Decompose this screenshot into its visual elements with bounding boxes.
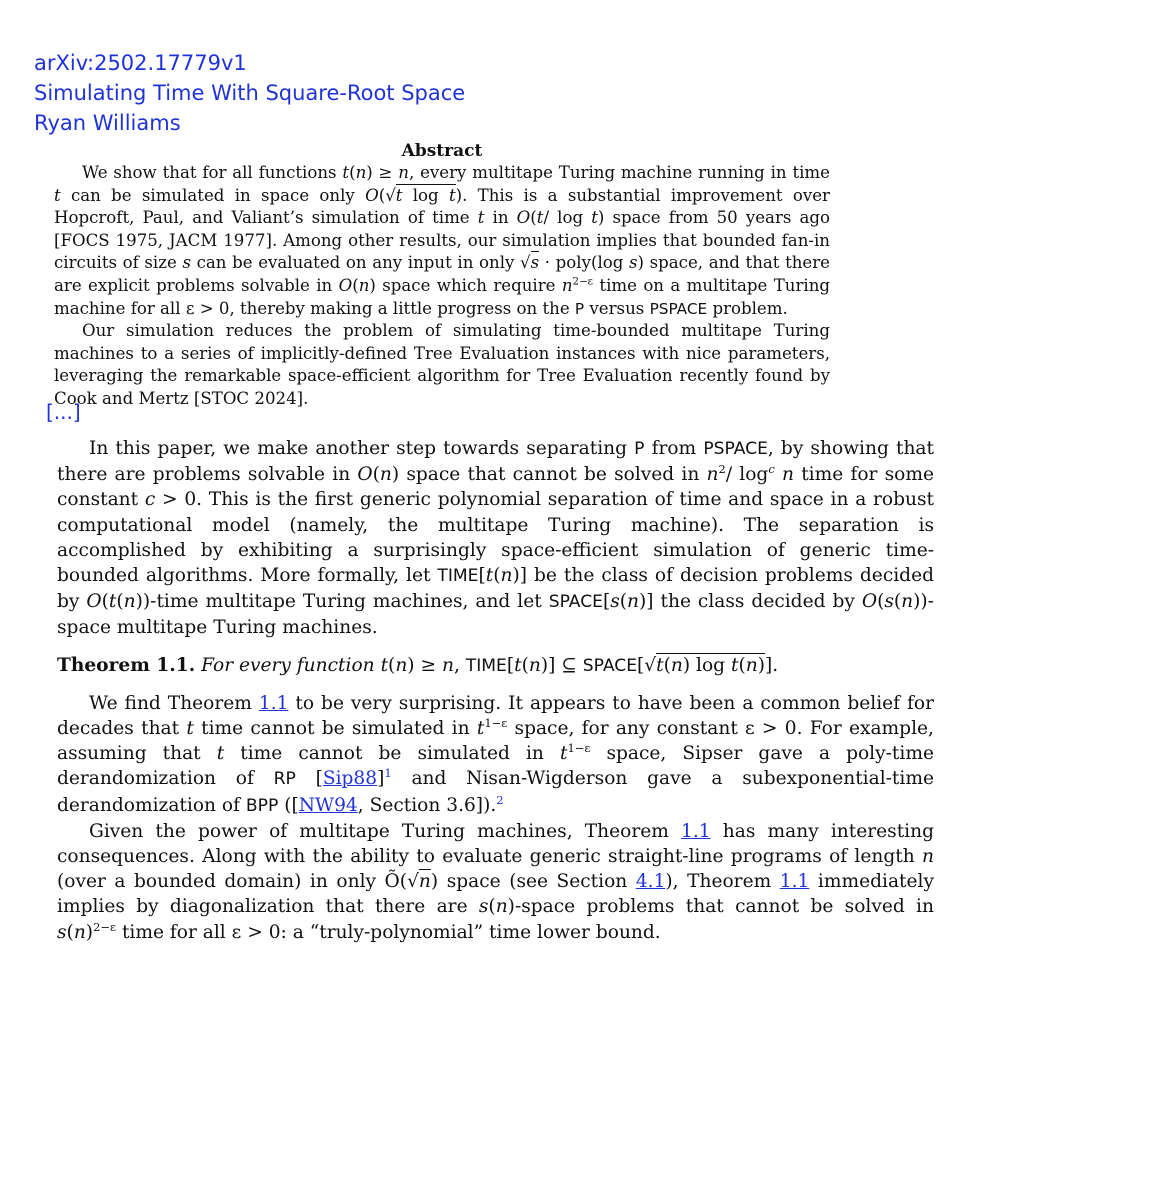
intro-paragraph-1: In this paper, we make another step towards separating P from PSPACE, by showing that there are problems solvable in O(n) space that cannot be solved in $n^2/$ $\log^c n$ time for some constant c > 0. This is the first generic polynomial separation of time and space in a robust computational model (namely, the multitape Turing machine). The separation is accomplished by exhibiting a surprisingly space-efficient simulation of generic time-bounded algorithms. More formally, let TIME[t(n)] be the class of decision problems decided by O(t(n))-time multitape Turing machines, and let SPACE[s(n)] the class decided by O(s(n))-space multitape Turing machines. xyxy=(57,438,934,639)
intro-paragraph-3: Given the power of multitape Turing machines, Theorem 1.1 has many interesting consequences. Along with the ability to evaluate generic straight-line programs of length n (over a bounded domain) in only Õ(√n) space (see Section 4.1), Theorem 1.1 immediately implies by diagonalization that there are s(n)-space problems that cannot be solved in $s(n)^{2-\varepsilon}$ time for all ε > 0: a “truly-polynomial” time lower bound. xyxy=(57,820,934,943)
ellipsis-link[interactable]: [...] xyxy=(46,400,81,424)
paper-header xyxy=(34,48,465,138)
theorem-ref-link[interactable]: 1.1 xyxy=(779,871,810,893)
theorem-ref-link[interactable]: 1.1 xyxy=(681,820,711,842)
abstract-paragraph-1: We show that for all functions t(n) ≥ n, every multitape Turing machine running in time t can be simulated in space only O(√t log t). This is a substantial improvement over Hopcroft, Paul, and Valiant’s simulation of time t in O(t/ log t) space from 50 years ago [FOCS 1975, JACM 1977]. Among other results, our simulation implies that bounded fan-in circuits of size s can be evaluated on any input in only √s · poly(log s) space, and that there are explicit problems solvable in O(n) space which require $n^{2-\varepsilon}$ time on a multitape Turing machine for all ε > 0, thereby making a little progress on the P versus PSPACE problem. xyxy=(54,163,831,318)
footnote-2-link[interactable]: 2 xyxy=(496,792,504,807)
abstract-heading: Abstract xyxy=(401,141,483,161)
intro-body xyxy=(57,436,934,945)
arxiv-id-link[interactable]: arXiv:2502.17779v1 xyxy=(34,51,247,75)
theorem-ref-link[interactable]: 1.1 xyxy=(258,692,289,714)
footnote-1-link[interactable]: 1 xyxy=(384,766,392,781)
citation-nw94-link[interactable]: NW94 xyxy=(298,794,358,816)
theorem-1-1: Theorem 1.1. For every function t(n) ≥ n, TIME[t(n)] ⊆ SPACE[√t(n) log t(n)]. xyxy=(57,654,779,676)
citation-sip88-link[interactable]: Sip88 xyxy=(322,768,378,790)
paper-title-link[interactable]: Simulating Time With Square-Root Space xyxy=(34,81,466,105)
intro-paragraph-2: We find Theorem 1.1 to be very surprising. It appears to have been a common belief for decades that t time cannot be simulated in $t^{1-\varepsilon}$ space, for any constant ε > 0. For example, assuming that t time cannot be simulated in $t^{1-\varepsilon}$ space, Sipser gave a poly-time derandomization of RP [Sip88]$^1$ and Nisan-Wigderson gave a subexponential-time derandomization of BPP ([NW94, Section 3.6]).$^2$ xyxy=(57,692,934,816)
section-ref-link[interactable]: 4.1 xyxy=(635,871,666,893)
author-link[interactable]: Ryan Williams xyxy=(34,111,181,135)
abstract-paragraph-2: Our simulation reduces the problem of simulating time-bounded multitape Turing machines to a series of implicitly-defined Tree Evaluation instances with nice parameters, leveraging the remarkable space-efficient algorithm for Tree Evaluation recently found by Cook and Mertz [STOC 2024]. xyxy=(54,321,830,408)
abstract-section xyxy=(54,140,830,411)
